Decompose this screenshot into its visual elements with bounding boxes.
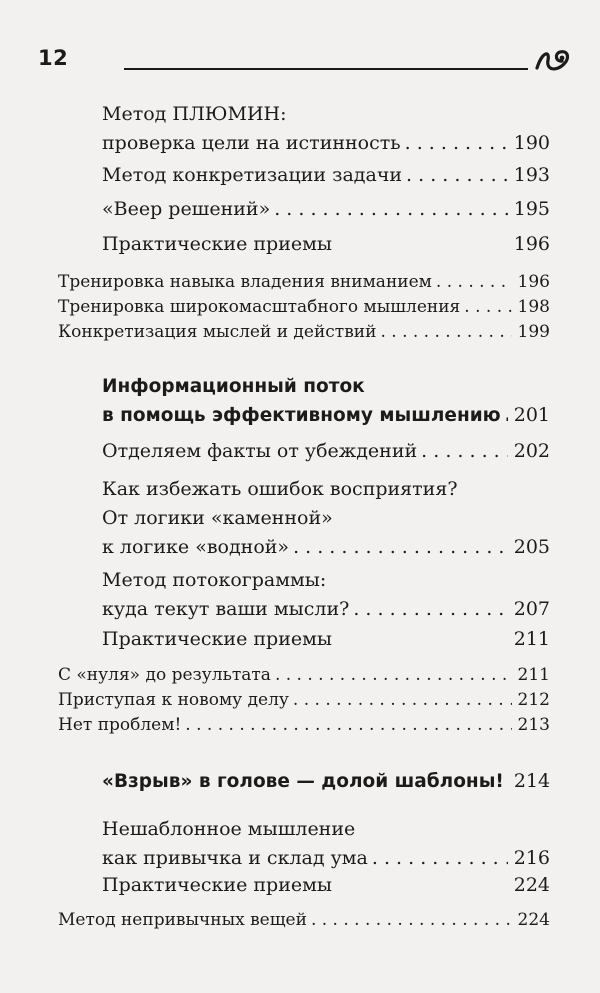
toc-page-number: 224 [513,874,550,896]
toc-entry [58,665,550,691]
dot-leader [372,844,508,873]
toc-entry [102,233,550,259]
toc-entry [102,628,550,654]
toc-page-number: 190 [513,132,550,154]
toc-entry-title-line: проверка цели на истинность [102,132,401,154]
toc-entry [102,815,550,873]
toc-entry-title-line: к логике «водной» [102,536,290,558]
toc-entry-title: Конкретизация мыслей и действий [58,322,377,342]
toc-entry [58,690,550,716]
toc-page-number: 199 [517,322,550,342]
toc-page-number: 202 [513,440,550,462]
toc-entry [102,164,550,190]
toc-entry [102,475,550,562]
toc-page-number: 193 [513,164,550,186]
dot-leader [464,297,511,317]
toc-entry-title: Практические приемы [102,628,333,650]
toc-section [102,770,550,796]
toc-entry-title-line: Метод ПЛЮМИН: [102,103,287,125]
toc-page-number: 213 [517,715,550,735]
toc-page-number: 205 [513,536,550,558]
toc-entry [58,910,550,936]
dot-leader [380,322,511,342]
toc-section [102,372,550,430]
toc-entry [58,272,550,298]
dot-leader [311,910,512,930]
toc-entry-title: Нет проблем! [58,715,182,735]
toc-entry-title: Практические приемы [102,233,333,255]
toc-entry [102,874,550,900]
toc-section-title: «Взрыв» в голове — долой шаблоны! [102,771,504,792]
toc-page-number: 216 [513,847,550,869]
dot-leader [505,401,508,430]
dot-leader [293,533,508,562]
dot-leader [406,164,508,186]
toc-section-title-line: в помощь эффективному мышлению [102,405,501,426]
toc-page-number: 201 [513,404,550,426]
toc-entry-title-line: Как избежать ошибок восприятия? [102,478,458,500]
toc-section-title-line: Информационный поток [102,376,365,397]
toc-page-number: 211 [517,665,550,685]
toc-entry [102,100,550,158]
toc-entry-title: Метод конкретизации задачи [102,164,403,186]
dot-leader [293,690,512,710]
dot-leader [275,665,512,685]
dot-leader [185,715,511,735]
toc-entry-title: С «нуля» до результата [58,665,271,685]
toc-page-number: 196 [517,272,550,292]
toc-entry [102,440,550,466]
toc-entry-title: Отделяем факты от убеждений [102,440,418,462]
toc-entry [102,198,550,224]
toc-page-number: 214 [513,770,551,792]
toc-entry-title: «Веер решений» [102,198,271,220]
toc-page-number: 196 [513,233,550,255]
toc-entry [58,322,550,348]
dot-leader [421,440,508,462]
toc-entry-title: Практические приемы [102,874,333,896]
toc-page-number: 212 [517,690,550,710]
toc-entry-title: Приступая к новому делу [58,690,289,710]
dot-leader [405,129,508,158]
toc-entry [58,297,550,323]
toc-page-number: 198 [517,297,550,317]
toc-entry-title-line: От логики «каменной» [102,507,333,529]
dot-leader [436,272,512,292]
toc-entry-title: Тренировка широкомасштабного мышления [58,297,461,317]
toc-page-number: 207 [513,598,550,620]
toc-entry-title-line: Метод потокограммы: [102,569,327,591]
toc-page-number: 211 [513,628,550,650]
page-number: 12 [38,46,69,70]
toc-entry [102,566,550,624]
toc-entry-title-line: Нешаблонное мышление [102,818,356,840]
toc-page-number: 195 [513,198,550,220]
toc-entry [58,715,550,741]
dot-leader [353,595,507,624]
toc-entry-title: Метод непривычных вещей [58,910,307,930]
toc-entry-title: Тренировка навыка владения вниманием [58,272,432,292]
toc-entry-title-line: куда текут ваши мысли? [102,598,350,620]
dot-leader [274,198,508,220]
toc-entry-title-line: как привычка и склад ума [102,847,368,869]
toc-page-number: 224 [517,910,550,930]
